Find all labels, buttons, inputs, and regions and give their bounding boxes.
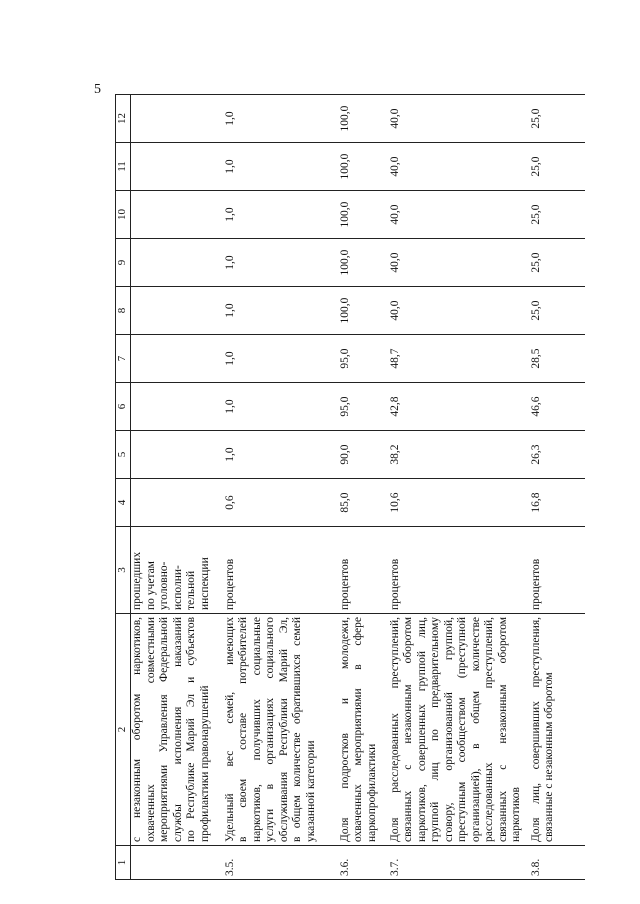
- table-row: [334, 95, 384, 880]
- indicator-name-line: связанных с незаконным оборотом: [496, 617, 509, 842]
- indicator-name-line: по Республике Марий Эл и субъектов: [185, 617, 197, 842]
- indicator-name-cell: [525, 614, 585, 846]
- value-cell: 100,0: [334, 95, 384, 143]
- table-row: [384, 95, 525, 880]
- table-row: [525, 95, 585, 880]
- value-cell: 42,8: [384, 383, 525, 431]
- indicator-name-line: преступным сообществом (преступной: [456, 617, 468, 842]
- indicator-name-line: расследованных преступлений,: [483, 617, 495, 842]
- header-cell: 8: [116, 287, 131, 335]
- indicator-name-line: в общем количестве обратившихся семей: [291, 617, 303, 842]
- value-cell: 1,0: [219, 431, 334, 479]
- value-cell: 40,0: [384, 143, 525, 191]
- indicator-name-line: связанных с незаконным оборотом: [402, 617, 414, 842]
- value-cell: 25,0: [525, 191, 585, 239]
- indicator-name-line: сговору, организованной группой,: [442, 617, 455, 842]
- value-cell: 25,0: [525, 239, 585, 287]
- rotated-table-container: [115, 95, 590, 880]
- unit-line: прошедших: [131, 551, 143, 610]
- unit-line: процентов: [338, 558, 351, 610]
- value-cell: 100,0: [334, 143, 384, 191]
- value-cell: 48,7: [384, 335, 525, 383]
- value-cell: 25,0: [525, 287, 585, 335]
- value-cell: 1,0: [219, 239, 334, 287]
- header-cell: 12: [116, 95, 131, 143]
- header-cell: 5: [116, 431, 131, 479]
- value-cell: 85,0: [334, 479, 384, 527]
- value-cell: [131, 143, 219, 191]
- value-cell: 100,0: [334, 287, 384, 335]
- value-cell: [131, 383, 219, 431]
- value-cell: 100,0: [334, 191, 384, 239]
- table-row: [219, 95, 334, 880]
- indicator-name-line: службы исполнения наказаний: [171, 617, 184, 842]
- value-cell: 25,0: [525, 95, 585, 143]
- indicator-name-line: указанной категории: [304, 740, 317, 842]
- value-cell: 38,2: [384, 431, 525, 479]
- unit-cell: [525, 527, 585, 614]
- indicator-name-line: профилактики правонарушений: [198, 685, 211, 842]
- unit-line: уголовно-: [158, 561, 170, 610]
- indicator-name-cell: [131, 614, 219, 846]
- indicator-name-line: организацией), в общем количестве: [469, 617, 482, 842]
- indicator-name-line: наркотиков, получивших социальные: [250, 617, 263, 842]
- indicator-name-cell: [334, 614, 384, 846]
- indicator-name-line: группой лиц по предварительному: [429, 617, 441, 842]
- value-cell: 46,6: [525, 383, 585, 431]
- value-cell: 1,0: [219, 191, 334, 239]
- value-cell: 40,0: [384, 287, 525, 335]
- value-cell: [131, 191, 219, 239]
- unit-line: тельной: [185, 570, 197, 610]
- value-cell: 1,0: [219, 287, 334, 335]
- unit-line: инспекции: [198, 557, 211, 610]
- unit-cell: [131, 527, 219, 614]
- value-cell: 25,0: [525, 143, 585, 191]
- table-row: [131, 95, 219, 880]
- value-cell: 40,0: [384, 95, 525, 143]
- indicator-name-line: в своем составе потребителей: [237, 617, 249, 842]
- value-cell: 95,0: [334, 383, 384, 431]
- value-cell: [131, 479, 219, 527]
- indicator-name-cell: [384, 614, 525, 846]
- unit-cell: [219, 527, 334, 614]
- row-number-cell: [131, 846, 219, 880]
- value-cell: 28,5: [525, 335, 585, 383]
- unit-line: процентов: [388, 558, 401, 610]
- header-cell: 10: [116, 191, 131, 239]
- unit-cell: [384, 527, 525, 614]
- unit-cell: [334, 527, 384, 614]
- indicator-name-line: наркотиков: [510, 787, 522, 842]
- unit-line: исполни-: [171, 565, 184, 610]
- unit-line: процентов: [223, 558, 236, 610]
- indicator-name-line: Доля расследованных преступлений,: [388, 617, 401, 842]
- indicator-name-line: охваченных мероприятиями в сфере: [352, 617, 364, 842]
- header-cell: 3: [116, 527, 131, 614]
- value-cell: [131, 287, 219, 335]
- value-cell: [131, 431, 219, 479]
- indicator-name-line: мероприятиями Управления Федеральной: [158, 617, 170, 842]
- header-cell: 1: [116, 846, 131, 880]
- value-cell: [131, 239, 219, 287]
- page-number: 5: [94, 82, 101, 97]
- indicator-name-line: Доля подростков и молодежи,: [338, 617, 351, 842]
- value-cell: 40,0: [384, 191, 525, 239]
- value-cell: 1,0: [219, 95, 334, 143]
- indicator-name-line: Доля лиц, совершивших преступления,: [529, 617, 542, 842]
- row-number-cell: 3.8.: [525, 846, 585, 880]
- indicator-name-line: наркотиков, совершенных группой лиц,: [415, 617, 428, 842]
- header-cell: 7: [116, 335, 131, 383]
- value-cell: 90,0: [334, 431, 384, 479]
- indicator-name-line: обслуживания Республики Марий Эл,: [277, 617, 290, 842]
- value-cell: 16,8: [525, 479, 585, 527]
- indicator-name-line: охваченных совместными: [144, 617, 157, 842]
- indicator-name-line: связанные с незаконным оборотом: [543, 672, 555, 842]
- unit-line: по учетам: [144, 561, 157, 610]
- indicator-name-line: Удельный вес семей, имеющих: [223, 617, 236, 842]
- indicator-name-line: наркопрофилактики: [365, 743, 378, 842]
- value-cell: [131, 95, 219, 143]
- indicator-name-line: услуги в организациях социального: [264, 617, 276, 842]
- value-cell: 1,0: [219, 143, 334, 191]
- header-cell: 6: [116, 383, 131, 431]
- header-cell: 2: [116, 614, 131, 846]
- row-number-cell: 3.6.: [334, 846, 384, 880]
- indicator-name-line: с незаконным оборотом наркотиков,: [131, 617, 143, 842]
- header-cell: 4: [116, 479, 131, 527]
- value-cell: [131, 335, 219, 383]
- indicators-table: [115, 94, 585, 880]
- row-number-cell: 3.7.: [384, 846, 525, 880]
- value-cell: 1,0: [219, 335, 334, 383]
- header-cell: 11: [116, 143, 131, 191]
- header-cell: 9: [116, 239, 131, 287]
- indicator-name-cell: [219, 614, 334, 846]
- value-cell: 1,0: [219, 383, 334, 431]
- value-cell: 0,6: [219, 479, 334, 527]
- row-number-cell: 3.5.: [219, 846, 334, 880]
- header-row: [116, 95, 131, 880]
- value-cell: 40,0: [384, 239, 525, 287]
- value-cell: 100,0: [334, 239, 384, 287]
- value-cell: 95,0: [334, 335, 384, 383]
- value-cell: 10,6: [384, 479, 525, 527]
- value-cell: 26,3: [525, 431, 585, 479]
- unit-line: процентов: [529, 558, 542, 610]
